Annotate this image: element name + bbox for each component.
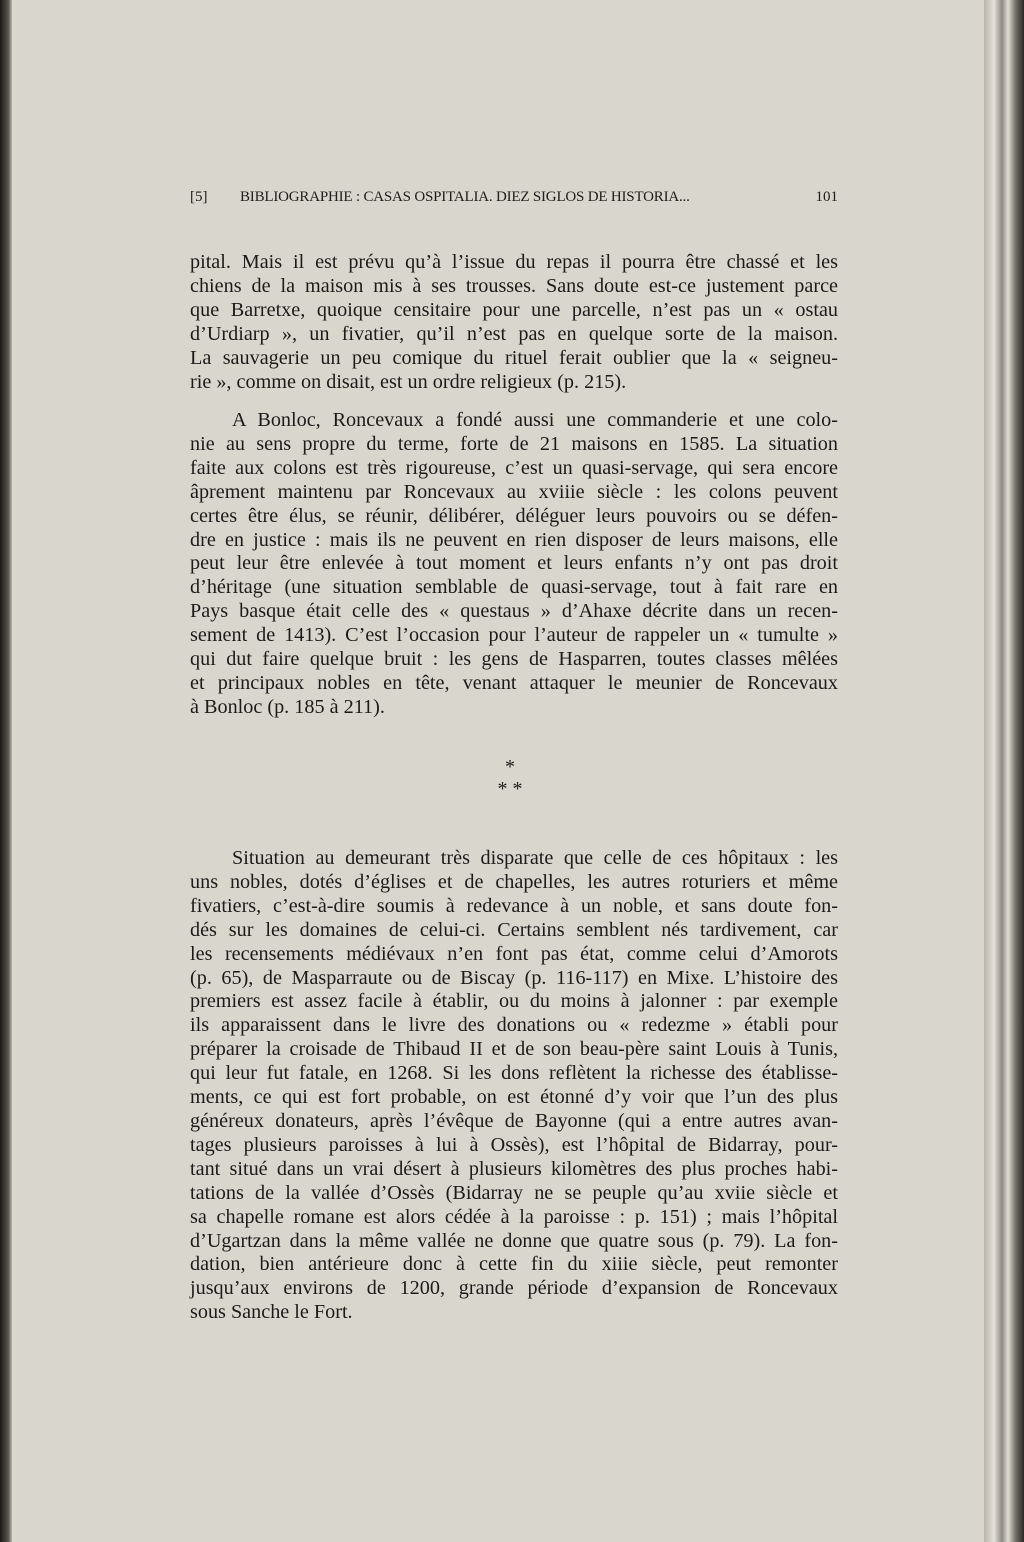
section-number: [5] xyxy=(190,189,208,205)
paragraph-3 xyxy=(190,847,838,1325)
separator-top-star: * xyxy=(505,756,515,778)
facing-page-edge xyxy=(0,0,12,1542)
text-line: Pays basque était celle des « questaus » d’Ahaxe décrite dans un recen- xyxy=(190,600,838,623)
text-line: à Bonloc (p. 185 à 211). xyxy=(190,695,385,718)
text-line: dre en justice : mais ils ne peuvent en rien disposer de leurs maisons, elle xyxy=(190,528,838,551)
text-line: jusqu’aux environs de 1200, grande période d’expansion de Roncevaux xyxy=(190,1277,838,1300)
text-line: sous Sanche le Fort. xyxy=(190,1301,353,1324)
text-line: uns nobles, dotés d’églises et de chapelles, les autres roturiers et même xyxy=(190,870,838,893)
text-line: A Bonloc, Roncevaux a fondé aussi une commanderie et une colo- xyxy=(232,409,838,431)
text-line: qui dut faire quelque bruit : les gens de Hasparren, toutes classes mêlées xyxy=(190,648,838,671)
text-line: chiens de la maison mis à ses trousses. Sans doute est-ce justement parce xyxy=(190,274,838,297)
text-line: que Barretxe, quoique censitaire pour une parcelle, n’est pas un « ostau xyxy=(190,298,838,321)
text-line: âprement maintenu par Roncevaux au xviiie siècle : les colons peuvent xyxy=(190,480,838,503)
text-line: préparer la croisade de Thibaud II et de son beau-père saint Louis à Tunis, xyxy=(190,1038,838,1061)
text-line: premiers est assez facile à établir, ou du moins à jalonner : par exemple xyxy=(190,990,838,1013)
running-header xyxy=(190,188,838,206)
page-number: 101 xyxy=(815,189,838,205)
separator-bottom-stars: * * xyxy=(497,778,523,800)
text-line: d’Ugartzan dans la même vallée ne donne que quatre sous (p. 79). La fon- xyxy=(190,1229,838,1252)
running-title: BIBLIOGRAPHIE : CASAS OSPITALIA. DIEZ SIGLOS DE HISTORIA... xyxy=(240,189,690,205)
text-line: ils apparaissent dans le livre des donations ou « redezme » établi pour xyxy=(190,1014,838,1037)
text-line: tages plusieurs paroisses à lui à Ossès), est l’hôpital de Bidarray, pour- xyxy=(190,1133,838,1156)
paragraph-1 xyxy=(190,251,838,394)
section-separator xyxy=(470,756,550,800)
text-line: La sauvagerie un peu comique du rituel ferait oublier que la « seigneu- xyxy=(190,346,838,369)
page-stack-edge xyxy=(984,0,1024,1542)
text-line: faite aux colons est très rigoureuse, c’est un quasi-servage, qui sera encore xyxy=(190,456,838,479)
text-line: et principaux nobles en tête, venant attaquer le meunier de Roncevaux xyxy=(190,671,838,694)
text-line: tations de la vallée d’Ossès (Bidarray ne se peuple qu’au xviie siècle et xyxy=(190,1181,838,1204)
text-line: pital. Mais il est prévu qu’à l’issue du repas il pourra être chassé et les xyxy=(190,251,838,273)
text-line: dés sur les domaines de celui-ci. Certains semblent nés tardivement, car xyxy=(190,918,838,941)
text-line: sa chapelle romane est alors cédée à la paroisse : p. 151) ; mais l’hôpital xyxy=(190,1205,838,1228)
text-line: certes être élus, se réunir, délibérer, déléguer leurs pouvoirs ou se défen- xyxy=(190,504,838,527)
text-line: dation, bien antérieure donc à cette fin du xiiie siècle, peut remonter xyxy=(190,1253,838,1276)
text-line: les recensements médiévaux n’en font pas état, comme celui d’Amorots xyxy=(190,942,838,965)
text-line: qui leur fut fatale, en 1268. Si les dons reflètent la richesse des établisse- xyxy=(190,1062,838,1085)
text-line: généreux donateurs, après l’évêque de Bayonne (qui a entre autres avan- xyxy=(190,1109,838,1132)
text-line: fivatiers, c’est-à-dire soumis à redevance à un noble, et sans doute fon- xyxy=(190,894,838,917)
paragraph-2 xyxy=(190,409,838,720)
text-line: tant situé dans un vrai désert à plusieurs kilomètres des plus proches habi- xyxy=(190,1157,838,1180)
text-line: d’héritage (une situation semblable de quasi-servage, tout à fait rare en xyxy=(190,576,838,599)
text-line: peut leur être enlevée à tout moment et leurs enfants n’y ont pas droit xyxy=(190,552,838,575)
text-line: (p. 65), de Masparraute ou de Biscay (p. 116-117) en Mixe. L’histoire des xyxy=(190,966,838,989)
text-line: rie », comme on disait, est un ordre religieux (p. 215). xyxy=(190,370,627,393)
text-line: sement de 1413). C’est l’occasion pour l’auteur de rappeler un « tumulte » xyxy=(190,624,838,647)
text-line: Situation au demeurant très disparate que celle de ces hôpitaux : les xyxy=(232,847,838,869)
text-line: ments, ce qui est fort probable, on est étonné d’y voir que l’un des plus xyxy=(190,1086,838,1109)
text-line: nie au sens propre du terme, forte de 21 maisons en 1585. La situation xyxy=(190,432,838,455)
text-line: d’Urdiarp », un fivatier, qu’il n’est pas en quelque sorte de la maison. xyxy=(190,322,838,345)
